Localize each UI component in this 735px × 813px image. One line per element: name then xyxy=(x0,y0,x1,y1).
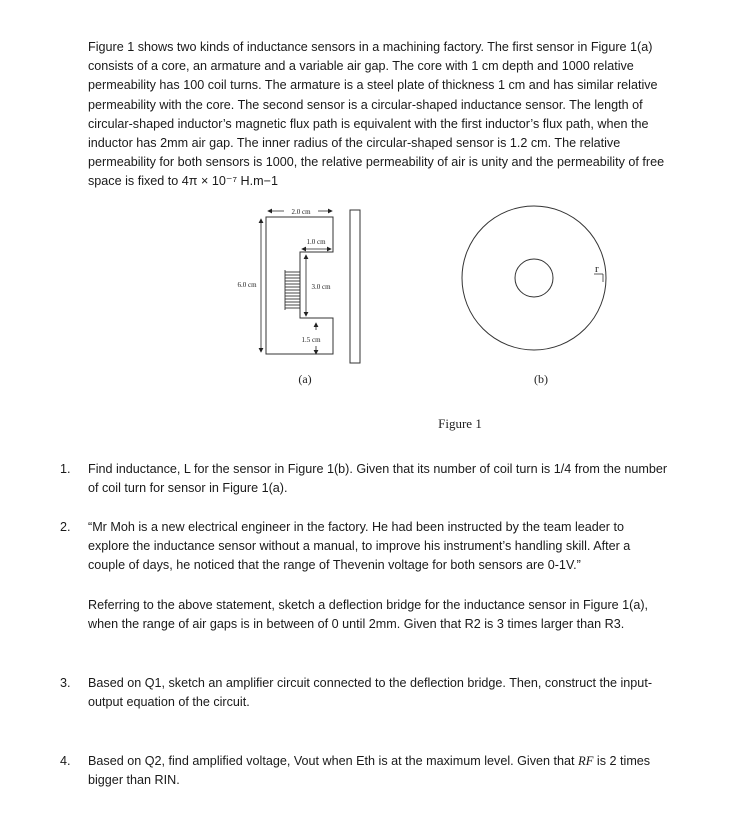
armature-plate xyxy=(350,210,360,363)
q4-number: 4. xyxy=(60,754,71,768)
q4-text-pre: Based on Q2, find amplified voltage, Vout when Eth is at the maximum level. Given that xyxy=(88,754,579,768)
q3-number: 3. xyxy=(60,676,71,690)
coil-windings xyxy=(285,270,300,310)
inner-hole xyxy=(515,259,553,297)
dim-gap-label: 3.0 cm xyxy=(311,283,331,291)
dim-height-label: 6.0 cm xyxy=(237,281,257,289)
label-b: (b) xyxy=(534,372,548,386)
outer-ring xyxy=(462,206,606,350)
q2-text: “Mr Moh is a new electrical engineer in the factory. He had been instructed by the team leader to explore the inductance sensor without a manual, to improve his instrument’s handling skill. After a couple of days, he noticed that the range of Thevenin voltage for both sensors are 0-1V.” xyxy=(88,520,631,573)
q2-text-2: Referring to the above statement, sketch a deflection bridge for the inductance sensor in Figure 1(a), when the range of air gaps is in between of 0 until 2mm. Given that R2 is 3 times larger than R3. xyxy=(88,598,649,632)
q1-text: Find inductance, L for the sensor in Figure 1(b). Given that its number of coil turn is 1/4 from the number of coil turn for sensor in Figure 1(a). xyxy=(88,462,668,496)
sensor-b-drawing xyxy=(462,206,606,350)
q1-number: 1. xyxy=(60,462,71,476)
q4-text xyxy=(88,752,668,790)
dim-width-label: 2.0 cm xyxy=(291,208,311,216)
q3-text: Based on Q1, sketch an amplifier circuit connected to the deflection bridge. Then, construct the input-output equation of the circuit. xyxy=(88,676,653,710)
radius-label: r xyxy=(595,263,599,275)
intro-paragraph: Figure 1 shows two kinds of inductance sensors in a machining factory. The first sensor in Figure 1(a) consists of a core, an armature and a variable air gap. The core with 1 cm depth and 1000 relative permeability has 100 coil turns. The armature is a steel plate of thickness 1 cm and has similar relative permeability with the core. The second sensor is a circular-shaped inductance sensor. The length of circular-shaped inductor’s magnetic flux path is equivalent with the first inductor’s flux path, when the inductor has 2mm air gap. The inner radius of the circular-shaped sensor is 1.2 cm. The relative permeability for both sensors is 1000, the relative permeability of air is unity and the permeability of free space is fixed to 4π × 10⁻⁷ H.m−1 xyxy=(88,40,665,189)
figure-caption: Figure 1 xyxy=(438,416,482,431)
dim-top-label: 1.0 cm xyxy=(306,238,326,246)
q4-rf: RF xyxy=(578,754,594,768)
q2-number: 2. xyxy=(60,520,71,534)
dim-bottom-label: 1.5 cm xyxy=(301,336,321,344)
label-a: (a) xyxy=(298,372,312,386)
q4-text-post: is 2 times bigger than RIN. xyxy=(88,754,651,788)
sensor-a-drawing xyxy=(232,205,360,363)
